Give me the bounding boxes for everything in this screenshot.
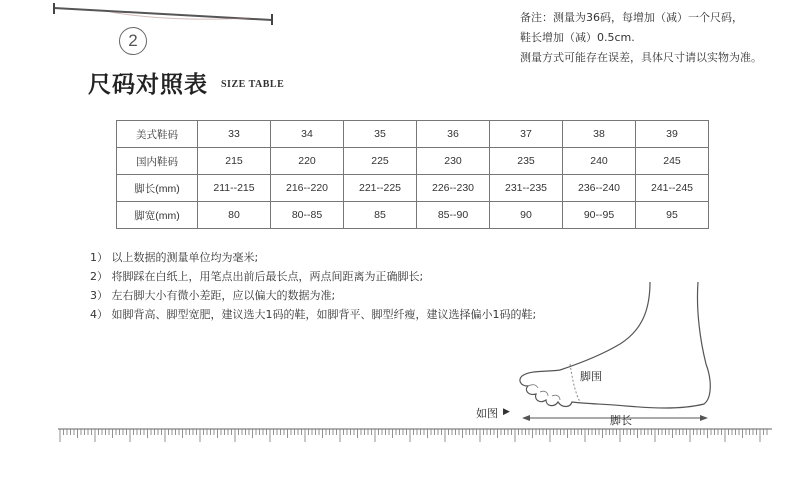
tape-measure-top [50,0,280,26]
table-cell: 39 [636,121,709,148]
table-cell: 215 [198,148,271,175]
row-header: 脚长(mm) [117,175,198,202]
row-header: 国内鞋码 [117,148,198,175]
table-cell: 95 [636,202,709,229]
table-cell: 216--220 [271,175,344,202]
table-cell: 35 [344,121,417,148]
table-row [117,121,709,148]
step-number: 2 [119,27,147,55]
table-row [117,175,709,202]
page-subtitle: SIZE TABLE [221,79,285,90]
ruler-ticks [58,429,772,442]
table-cell: 34 [271,121,344,148]
table-cell: 236--240 [563,175,636,202]
row-header: 脚宽(mm) [117,202,198,229]
table-cell: 80--85 [271,202,344,229]
triangle-right-icon: ▶ [503,407,510,417]
page-title: 尺码对照表 [88,71,208,98]
table-cell: 240 [563,148,636,175]
table-cell: 225 [344,148,417,175]
table-cell: 220 [271,148,344,175]
girth-label: 脚围 [580,370,602,383]
table-cell: 33 [198,121,271,148]
table-cell: 211--215 [198,175,271,202]
table-cell: 230 [417,148,490,175]
as-shown-label: 如图 [476,407,498,420]
remarks-list [90,248,536,324]
table-cell: 231--235 [490,175,563,202]
note-line: 测量方式可能存在误差，具体尺寸请以实物为准。 [520,51,762,64]
table-cell: 80 [198,202,271,229]
note-line: 鞋长增加（减）0.5cm. [520,31,635,44]
table-cell: 221--225 [344,175,417,202]
remark-item: 3） 左右脚大小有微小差距，应以偏大的数据为准; [90,289,336,302]
table-cell: 245 [636,148,709,175]
table-cell: 226--230 [417,175,490,202]
remark-item: 4） 如脚背高、脚型宽肥，建议选大1码的鞋，如脚背平、脚型纤瘦，建议选择偏小1码的鞋; [90,308,537,321]
length-label: 脚长 [610,414,632,427]
table-row [117,202,709,229]
remark-item: 1） 以上数据的测量单位均为毫米; [90,251,259,264]
remark-item: 2） 将脚踩在白纸上，用笔点出前后最长点，两点间距离为正确脚长; [90,270,424,283]
foot-illustration [500,280,730,430]
note-line: 备注：测量为36码，每增加（减）一个尺码， [520,11,743,24]
table-cell: 38 [563,121,636,148]
table-cell: 241--245 [636,175,709,202]
table-cell: 90--95 [563,202,636,229]
table-cell: 85 [344,202,417,229]
table-cell: 90 [490,202,563,229]
table-cell: 85--90 [417,202,490,229]
table-row [117,148,709,175]
table-cell: 36 [417,121,490,148]
row-header: 美式鞋码 [117,121,198,148]
size-table [116,120,709,229]
table-cell: 235 [490,148,563,175]
ruler [58,428,772,444]
table-cell: 37 [490,121,563,148]
notes [520,8,790,68]
